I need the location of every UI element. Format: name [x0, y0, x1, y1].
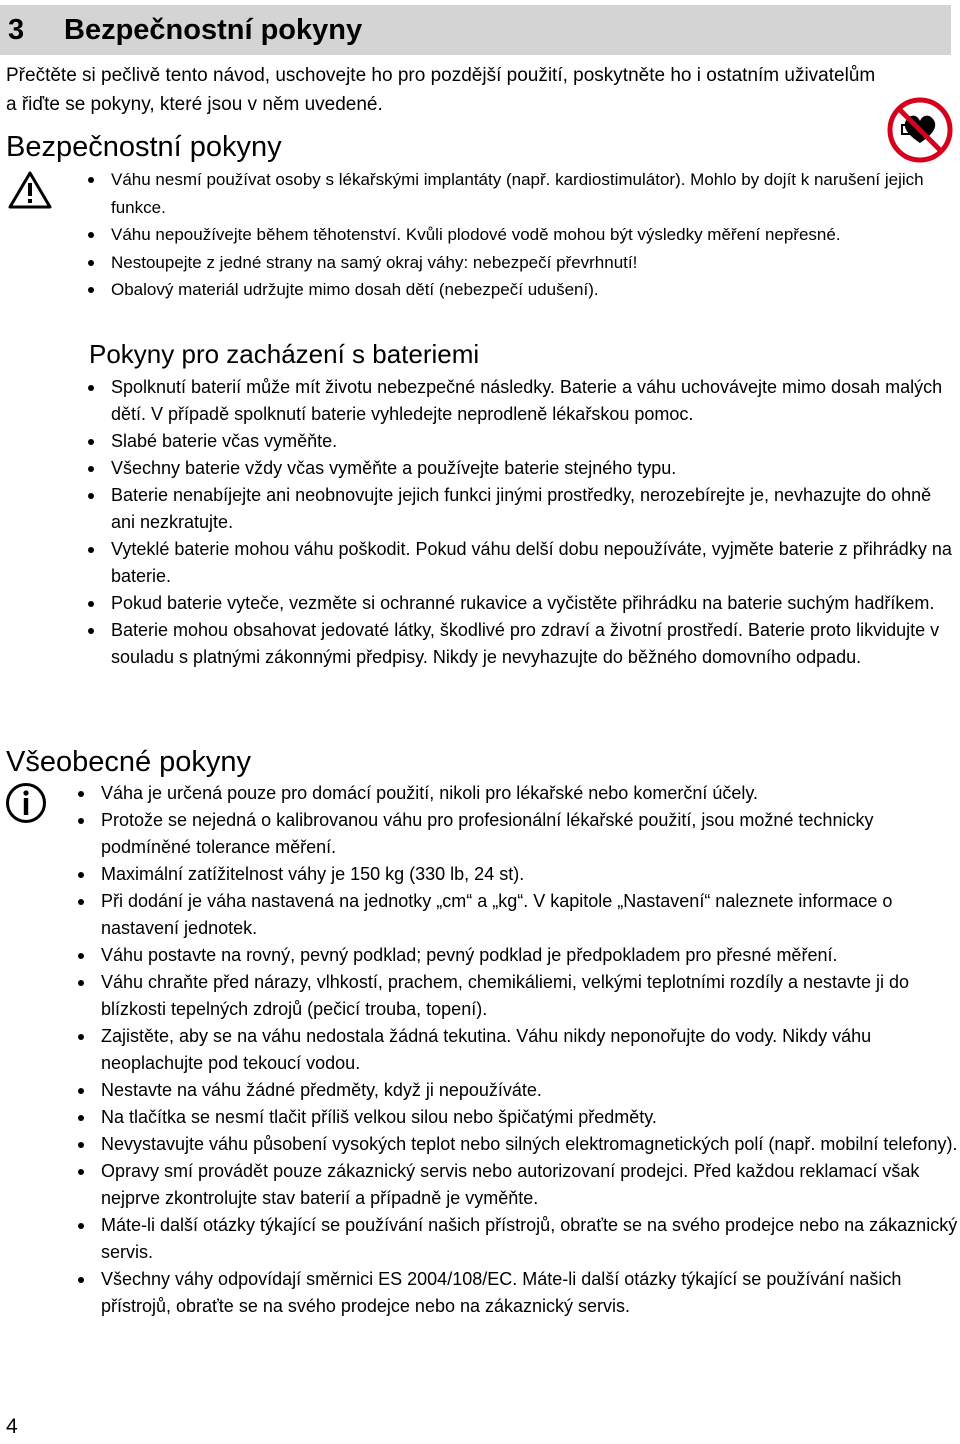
- list-item: Protože se nejedná o kalibrovanou váhu pro profesionální lékařské použití, jsou možné technicky podmíněné tolerance měření.: [101, 807, 959, 861]
- list-item: Obalový materiál udržujte mimo dosah dětí (nebezpečí udušení).: [111, 276, 933, 304]
- list-item: Baterie mohou obsahovat jedovaté látky, škodlivé pro zdraví a životní prostředí. Baterie proto likvidujte v souladu s platnými zákonnými předpisy. Nikdy je nevyhazujte do běžného domovního odpadu.: [111, 617, 959, 671]
- list-item: Nestoupejte z jedné strany na samý okraj váhy: nebezpečí převrhnutí!: [111, 249, 933, 277]
- list-item: Při dodání je váha nastavená na jednotky „cm“ a „kg“. V kapitole „Nastavení“ naleznete informace o nastavení jednotek.: [101, 888, 959, 942]
- battery-list: [111, 374, 959, 671]
- warning-triangle-icon: [7, 170, 53, 210]
- list-item: Spolknutí baterií může mít životu nebezpečné následky. Baterie a váhu uchovávejte mimo dosah malých dětí. V případě spolknutí baterie vyhledejte neprodleně lékařskou pomoc.: [111, 374, 959, 428]
- chapter-number: 3: [8, 13, 25, 46]
- list-item: Zajistěte, aby se na váhu nedostala žádná tekutina. Váhu nikdy neponořujte do vody. Nikdy váhu neoplachujte pod tekoucí vodou.: [101, 1023, 959, 1077]
- list-item: Vyteklé baterie mohou váhu poškodit. Pokud váhu delší dobu nepoužíváte, vyjměte baterie z přihrádky na baterie.: [111, 536, 959, 590]
- general-list: [101, 780, 959, 1320]
- list-item: Váhu nesmí používat osoby s lékařskými implantáty (např. kardiostimulátor). Mohlo by dojít k narušení jejich funkce.: [111, 166, 933, 221]
- chapter-title: Bezpečnostní pokyny: [64, 13, 363, 46]
- list-item: Všechny baterie vždy včas vyměňte a používejte baterie stejného typu.: [111, 455, 959, 482]
- intro-paragraph: Přečtěte si pečlivě tento návod, uschovejte ho pro pozdější použití, poskytněte ho i ostatním uživatelům a řiďte se pokyny, které jsou v něm uvedené.: [6, 65, 876, 115]
- list-item: Nestavte na váhu žádné předměty, když ji nepoužíváte.: [101, 1077, 959, 1104]
- list-item: Pokud baterie vyteče, vezměte si ochranné rukavice a vyčistěte přihrádku na baterie suchým hadříkem.: [111, 590, 959, 617]
- list-item: Nevystavujte váhu působení vysokých teplot nebo silných elektromagnetických polí (např. mobilní telefony).: [101, 1131, 959, 1158]
- list-item: Máte-li další otázky týkající se používání našich přístrojů, obraťte se na svého prodejce nebo na zákaznický servis.: [101, 1212, 959, 1266]
- general-section-title: Všeobecné pokyny: [6, 746, 252, 778]
- battery-section-title: Pokyny pro zacházení s bateriemi: [89, 339, 480, 369]
- page-number: 4: [6, 1415, 18, 1438]
- list-item: Opravy smí provádět pouze zákaznický servis nebo autorizovaní prodejci. Před každou reklamací však nejprve zkontrolujte stav baterií a případně je vyměňte.: [101, 1158, 959, 1212]
- list-item: Váha je určená pouze pro domácí použití, nikoli pro lékařské nebo komerční účely.: [101, 780, 959, 807]
- list-item: Váhu chraňte před nárazy, vlhkostí, prachem, chemikáliemi, velkými teplotními rozdíly a nestavte ji do blízkosti tepelných zdrojů (pečicí trouba, topení).: [101, 969, 959, 1023]
- safety-list: [111, 166, 933, 304]
- list-item: Slabé baterie včas vyměňte.: [111, 428, 959, 455]
- info-icon: [5, 782, 47, 824]
- list-item: Maximální zatížitelnost váhy je 150 kg (330 lb, 24 st).: [101, 861, 959, 888]
- list-item: Baterie nenabíjejte ani neobnovujte jejich funkci jinými prostředky, nerozebírejte je, nevhazujte do ohně ani nezkratujte.: [111, 482, 959, 536]
- chapter-header: [0, 5, 951, 55]
- safety-section-title: Bezpečnostní pokyny: [6, 131, 282, 163]
- no-pacemaker-icon: [887, 97, 953, 163]
- list-item: Váhu postavte na rovný, pevný podklad; pevný podklad je předpokladem pro přesné měření.: [101, 942, 959, 969]
- list-item: Váhu nepoužívejte během těhotenství. Kvůli plodové vodě mohou být výsledky měření nepřesné.: [111, 221, 933, 249]
- list-item: Na tlačítka se nesmí tlačit příliš velkou silou nebo špičatými předměty.: [101, 1104, 959, 1131]
- list-item: Všechny váhy odpovídají směrnici ES 2004/108/EC. Máte-li další otázky týkající se používání našich přístrojů, obraťte se na svého prodejce nebo na zákaznický servis.: [101, 1266, 959, 1320]
